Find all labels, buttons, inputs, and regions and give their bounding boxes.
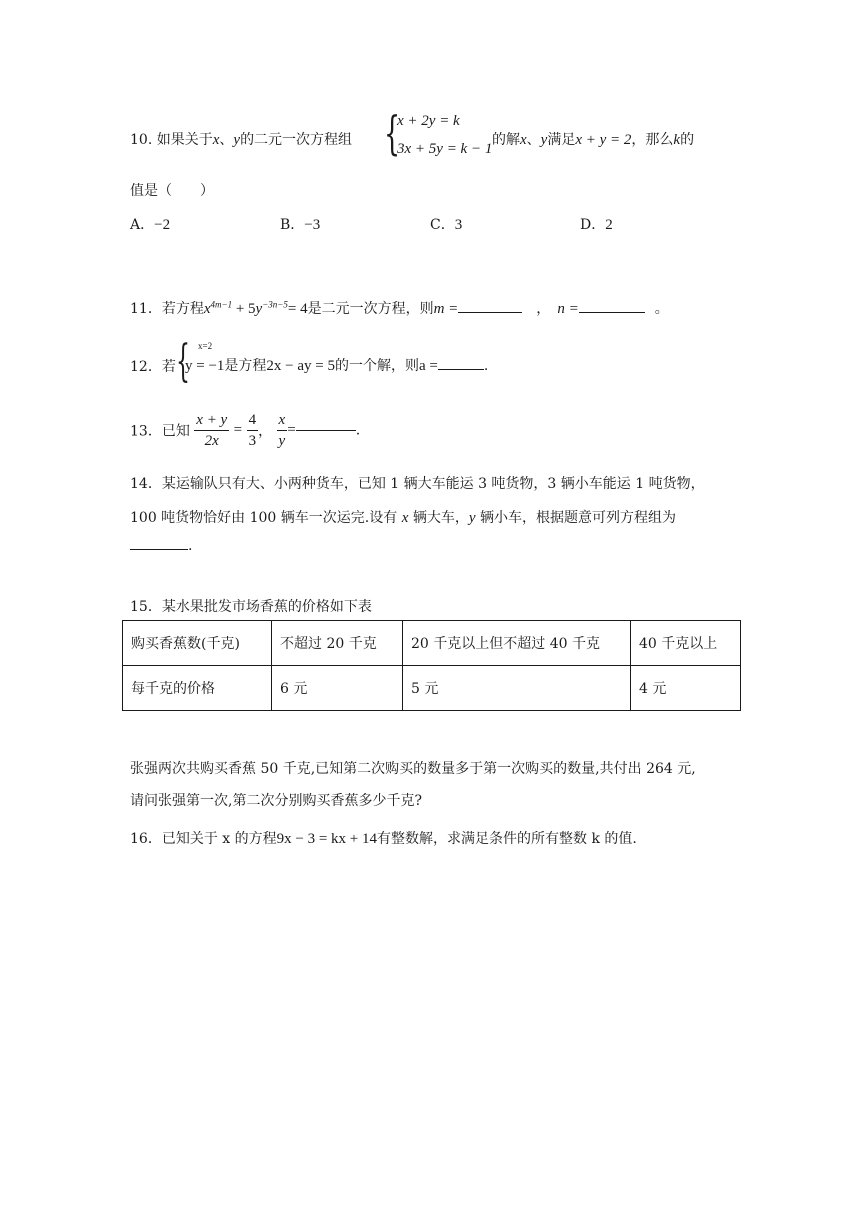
q14-line2a: 100 吨货物恰好由 100 辆车一次运完.设有 [130,510,402,526]
equals-sign: = [287,422,296,438]
q12-end: . [483,358,489,374]
condition-equation: x + y = 2 [575,132,632,148]
q13-end: . [355,422,361,439]
comma: ， [258,423,273,440]
q14-end: . [188,538,193,554]
q12-line [185,355,488,375]
numerator: 4 [247,410,259,431]
answer-blank-system[interactable] [130,549,188,550]
q10-after: 的解 [492,132,520,148]
q12-prefix: 12．若 [130,359,176,375]
q10-de: 的 [680,132,695,148]
var-x: x [520,132,527,148]
fraction-x-over-y [277,410,288,451]
var-y: y [233,132,241,148]
q13-prefix: 13．已知 [130,423,190,440]
fraction-x-plus-y-over-2x [194,410,229,451]
option-c[interactable] [430,214,462,234]
table-cell: 6 元 [272,666,403,711]
var-x: x [203,301,211,317]
table-header-cell: 不超过 20 千克 [272,621,403,666]
q14-line2 [130,507,676,527]
table-cell: 5 元 [403,666,631,711]
option-letter: C． [430,217,455,233]
q12-tail: 的一个解，则 [335,358,419,374]
left-brace-icon: { [176,336,190,387]
var-k: k [673,132,681,148]
option-letter: A． [130,217,155,233]
table-row [123,621,741,666]
option-value: 2 [605,217,613,233]
option-letter: D． [580,217,606,233]
n-label: n = [557,301,579,317]
option-a[interactable] [130,214,170,234]
option-value: −3 [304,217,321,233]
denominator: 2x [204,433,219,449]
q12-mid: 是方程 [224,358,267,374]
q12-equation: 2x − ay = 5 [266,358,335,374]
plus-five: + 5 [232,301,256,317]
q15-paragraph-2: 请问张强第一次,第二次分别购买香蕉多少千克? [130,793,422,809]
q11-mid: 是二元一次方程，则 [307,301,434,317]
q16-tail: 有整数解，求满足条件的所有整数 k 的值. [377,831,637,847]
table-cell: 4 元 [631,666,741,711]
exponent-2: −3n−5 [262,299,288,310]
equals-four: = 4 [287,301,308,317]
answer-blank-n[interactable] [579,312,645,313]
equals-sign: = [233,422,243,438]
q14-line3 [130,538,192,554]
system-bottom-equation: y = −1 [185,358,225,374]
table-header-cell: 20 千克以上但不超过 40 千克 [403,621,631,666]
exponent-1: 4m−1 [210,299,233,310]
q15-title: 15．某水果批发市场香蕉的价格如下表 [130,599,372,615]
table-header-cell: 购买香蕉数(千克) [123,621,272,666]
q16-prefix: 16．已知关于 x 的方程 [130,831,277,847]
fraction-four-thirds [247,410,259,451]
q10-line1-left [130,129,352,149]
system-equation-1: x + 2y = k [397,113,460,129]
numerator: x + y [194,410,229,431]
question-13 [130,410,360,451]
q10-tail: ，那么 [631,132,674,148]
option-d[interactable] [580,214,613,234]
answer-blank-m[interactable] [458,312,522,313]
q10-prefix: 10. 如果关于 [130,132,213,148]
option-value: 3 [454,217,463,233]
var-x: x [212,132,220,148]
var-y: y [468,510,476,526]
table-cell: 每千克的价格 [123,666,272,711]
question-16 [130,828,637,848]
system-top-equation: x=2 [198,341,213,351]
var-y: y [255,301,263,317]
m-label: m = [433,301,459,317]
q11-end: 。 [654,301,669,317]
q10-mid-text: 的二元一次方程组 [240,132,353,148]
var-x: x [401,510,409,526]
q14-line1: 14．某运输队只有大、小两种货车，已知 1 辆大车能运 3 吨货物，3 辆小车能运 1 吨货物， [130,476,705,492]
q10-satisfy: 满足 [547,132,576,148]
var-y: y [540,132,548,148]
separator: 、 [219,132,234,148]
q14-line2c: 辆小车，根据题意可列方程组为 [475,510,676,526]
q15-paragraph-1: 张强两次共购买香蕉 50 千克,已知第二次购买的数量多于第一次购买的数量,共付出 264 元, [130,761,696,777]
answer-blank-a[interactable] [438,369,484,370]
q11-prefix: 11．若方程 [130,301,204,317]
option-letter: B． [280,217,305,233]
option-value: −2 [154,217,171,233]
system-equation-2: 3x + 5y = k − 1 [397,141,493,157]
table-header-cell: 40 千克以上 [631,621,741,666]
a-label: a = [419,358,438,374]
table-row [123,666,741,711]
answer-blank-ratio[interactable] [296,430,356,431]
q16-equation: 9x − 3 = kx + 14 [276,831,378,847]
option-b[interactable] [280,214,320,234]
q14-line2b: 辆大车， [408,510,469,526]
q10-line2: 值是（ ） [130,183,214,199]
denominator: 3 [248,433,257,449]
question-11: 11．若方程$x^{4m-1} + 5y^{-3n-5}= 4$是二元一次方程，则m = ， n = 。 [130,299,669,317]
numerator: x [277,410,288,431]
left-brace-icon: { [384,106,401,160]
price-table [122,620,741,711]
q10-line1-right [492,129,694,149]
denominator: y [278,433,286,449]
separator: 、 [526,132,541,148]
